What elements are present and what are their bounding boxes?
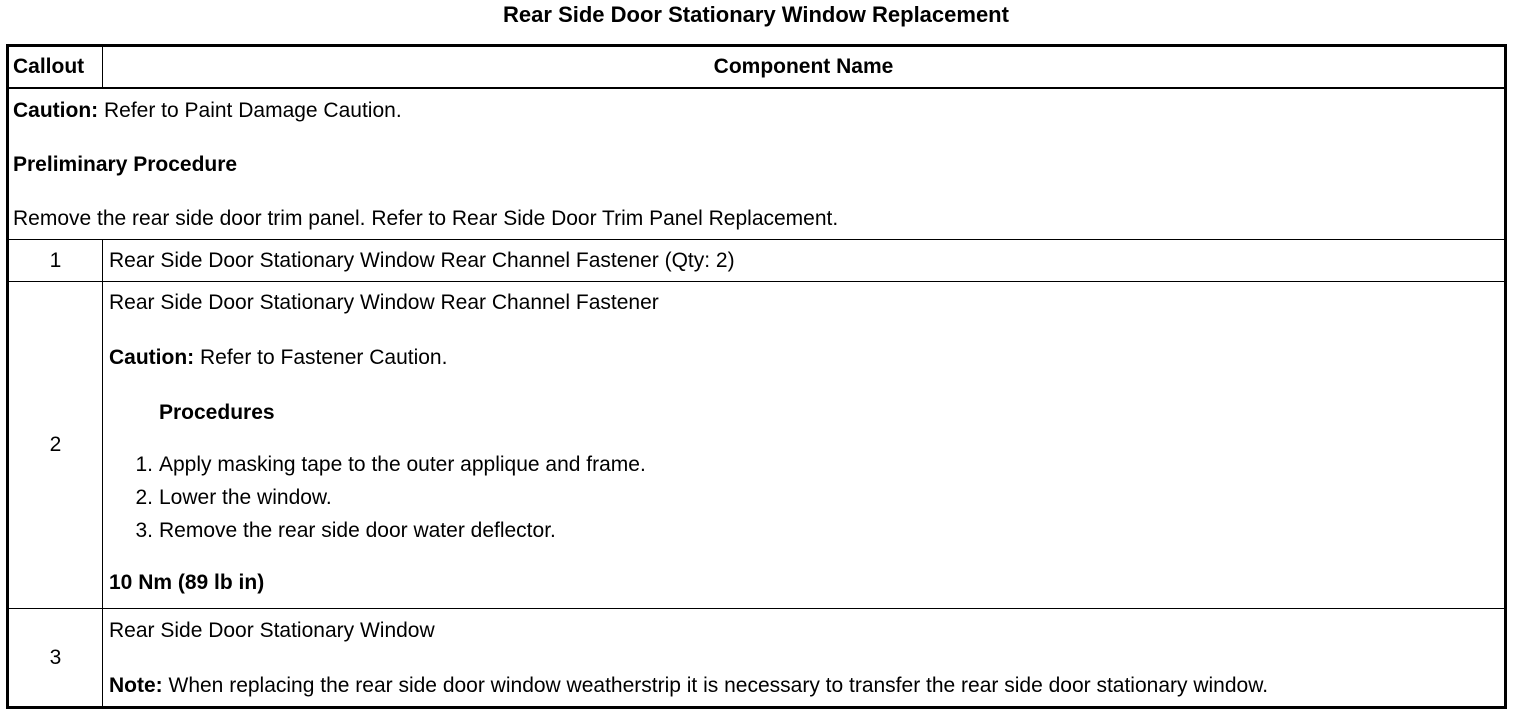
- preliminary-row: [8, 88, 1506, 240]
- component-note: [109, 672, 1498, 699]
- preliminary-cell: [8, 88, 1506, 240]
- table-row: [8, 282, 1506, 609]
- step-text: Lower the window.: [159, 486, 332, 509]
- table-row: [8, 609, 1506, 708]
- procedure-step: [109, 448, 1498, 481]
- page-title: Rear Side Door Stationary Window Replacement: [503, 2, 1009, 27]
- component-detail-cell: [103, 282, 1506, 609]
- caution-label: Caution:: [13, 99, 99, 122]
- step-number: 3.: [135, 519, 153, 542]
- callout-number: 2: [8, 282, 103, 609]
- component-name: Rear Side Door Stationary Window Rear Channel Fastener (Qty: 2): [103, 240, 1506, 282]
- component-name: Rear Side Door Stationary Window: [109, 619, 435, 642]
- callout-number: 3: [8, 609, 103, 708]
- step-text: Apply masking tape to the outer applique and frame.: [159, 453, 646, 476]
- callout-number: 1: [8, 240, 103, 282]
- note-text: When replacing the rear side door window weatherstrip it is necessary to transfer the rear side door stationary window.: [162, 674, 1269, 697]
- table-header-row: [8, 46, 1506, 89]
- torque-spec: 10 Nm (89 lb in): [109, 571, 265, 594]
- procedure-step: [109, 481, 1498, 514]
- component-detail-cell: [103, 609, 1506, 708]
- component-name: Rear Side Door Stationary Window Rear Channel Fastener: [109, 291, 659, 314]
- preliminary-procedure-text: Remove the rear side door trim panel. Refer to Rear Side Door Trim Panel Replacement.: [13, 207, 839, 230]
- caution-label: Caution:: [109, 346, 195, 369]
- step-number: 1.: [135, 453, 153, 476]
- column-header-callout: Callout: [8, 46, 103, 89]
- preliminary-procedure-heading: Preliminary Procedure: [13, 153, 238, 176]
- procedure-step: [109, 514, 1498, 547]
- step-text: Remove the rear side door water deflector.: [159, 519, 556, 542]
- caution-text: Refer to Paint Damage Caution.: [98, 99, 402, 122]
- column-header-component-name: Component Name: [103, 46, 1506, 89]
- table-row: [8, 240, 1506, 282]
- preliminary-caution: [13, 97, 1500, 124]
- callout-table: [6, 44, 1507, 709]
- step-number: 2.: [135, 486, 153, 509]
- caution-text: Refer to Fastener Caution.: [194, 346, 448, 369]
- procedures-heading: Procedures: [159, 401, 275, 424]
- note-label: Note:: [109, 674, 163, 697]
- fastener-caution: [109, 344, 1498, 371]
